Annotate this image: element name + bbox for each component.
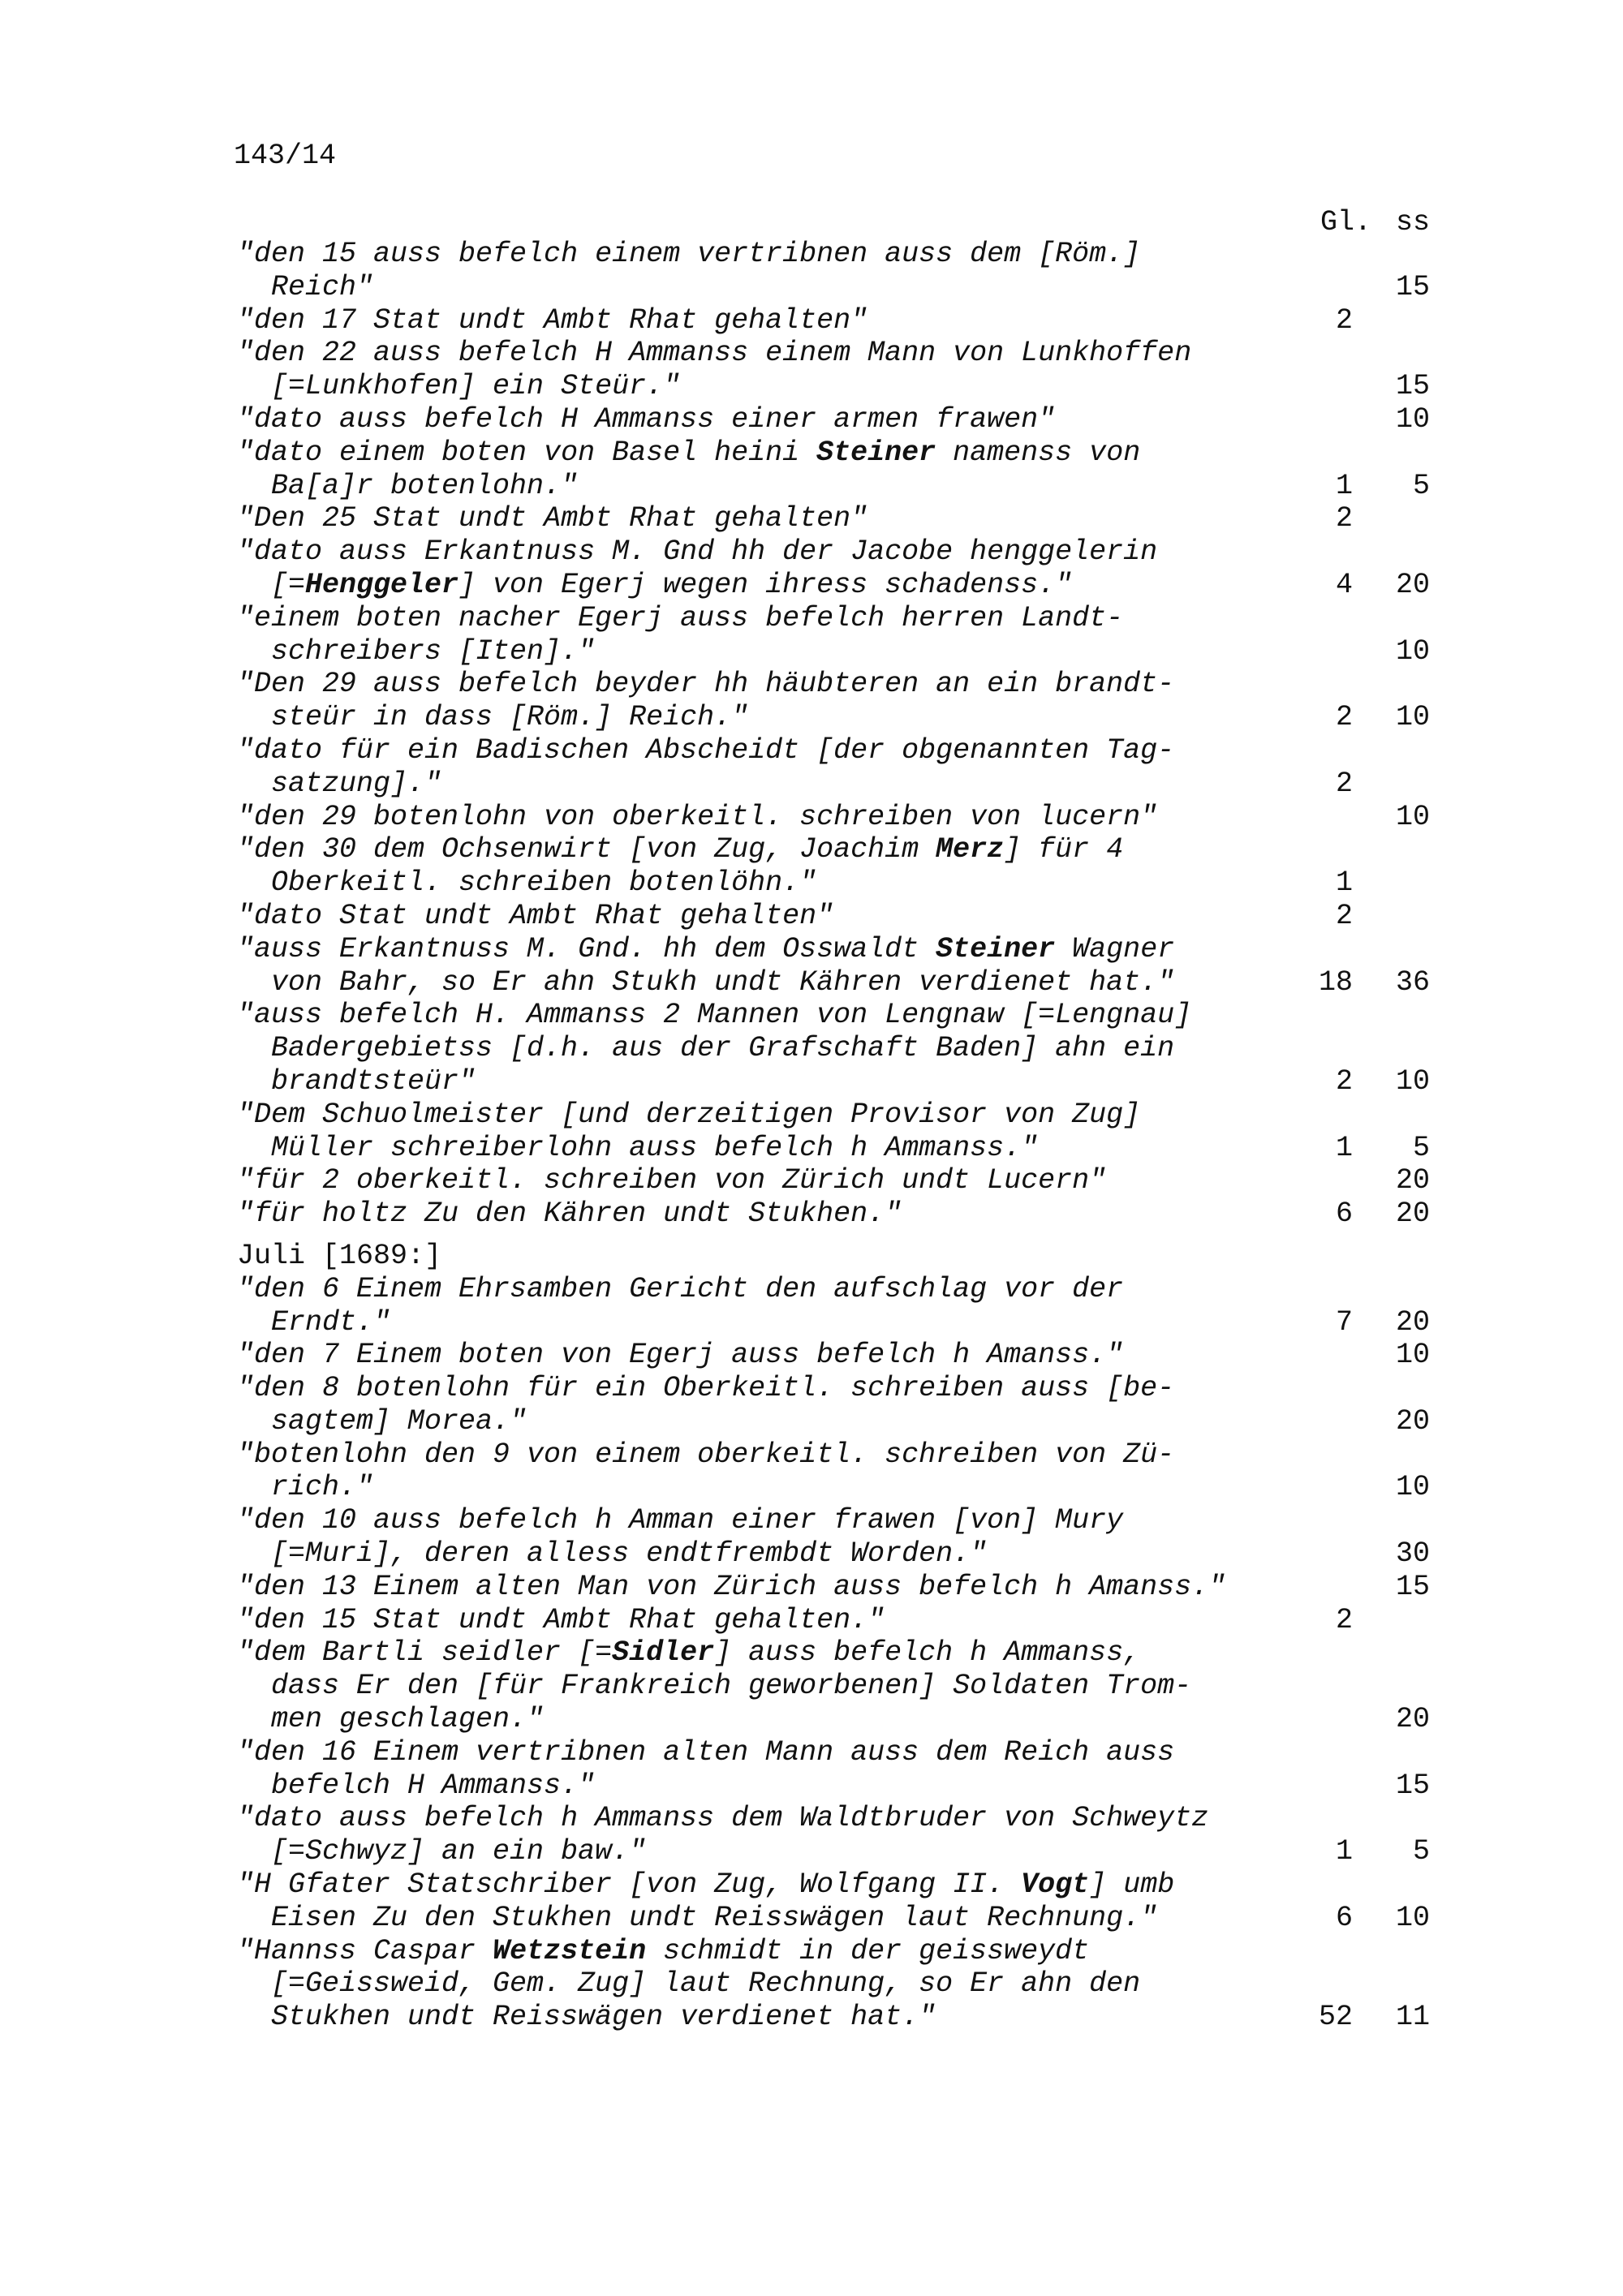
entry-text [237,1471,373,1503]
entry-text-segment: "einem boten nacher Egerj auss befelch herren Landt- [237,601,1124,634]
entry-text [237,470,578,502]
amount-schilling: 5 [1412,1835,1430,1868]
amount-schilling: 10 [1395,800,1430,833]
entry-text-segment: "den 17 Stat undt Ambt Rhat gehalten" [237,303,868,337]
ledger-line [237,1703,1470,1736]
ledger-line [237,1273,1470,1306]
amount-gulden: 2 [1335,303,1353,337]
ledger-line [237,1935,1470,1968]
ledger-line [237,1769,1470,1803]
entry-text [237,1835,646,1868]
ledger-line [237,535,1470,569]
amount-schilling: 20 [1395,1703,1430,1736]
entry-text [237,801,1157,833]
amount-schilling: 5 [1412,469,1430,502]
amount-gulden: 2 [1335,502,1353,535]
ledger-line [237,966,1470,1000]
surname-bold: Sidler [612,1636,715,1670]
amount-schilling: 20 [1395,1164,1430,1197]
ledger-line [237,1802,1470,1835]
entry-text-segment: "für holtz Zu den Kähren undt Stukhen." [237,1197,902,1231]
entry-text [237,1032,1174,1064]
ledger-line [237,1636,1470,1670]
entry-text-segment: "auss Erkantnuss M. Gnd. hh dem Osswaldt [237,932,936,965]
entry-text-segment: "den 6 Einem Ehrsamben Gericht den aufschlag vor der [237,1272,1124,1305]
entry-text-segment: [= [271,568,306,601]
entry-text-segment: Juli [1689:] [237,1239,442,1272]
entry-text [237,767,441,800]
amount-schilling: 10 [1395,402,1430,436]
entry-text-segment: "den 16 Einem vertribnen alten Mann auss dem Reich auss [237,1735,1175,1769]
entry-text-segment: Reich" [271,270,374,303]
amount-schilling: 10 [1395,1339,1430,1372]
ledger-line [237,1306,1470,1339]
entry-text [237,1902,1157,1934]
ledger-line [237,833,1470,866]
surname-bold: Merz [936,833,1005,866]
entry-text-segment: Wagner [1055,932,1175,965]
section-heading [237,1240,1470,1273]
entry-text-segment: ] umb [1089,1868,1175,1902]
entry-text [237,900,833,932]
entry-text-segment: "dem Bartli seidler [= [237,1636,613,1670]
ledger-line [237,2001,1470,2034]
ledger-line [237,1164,1470,1197]
surname-bold: Vogt [1021,1868,1090,1902]
entry-text [237,1571,1225,1603]
entry-text [237,1438,1174,1471]
ledger-line [237,436,1470,470]
ledger-line [237,1197,1470,1231]
amount-gulden: 52 [1318,2001,1353,2034]
entry-text-segment: "auss befelch H. Ammanss 2 Mannen von Lengnaw [=Lengnau] [237,999,1192,1032]
ledger-line [237,403,1470,436]
entry-text [237,535,1157,568]
entry-text [237,1065,476,1098]
surname-bold: Steiner [936,932,1056,965]
amount-gulden: 1 [1335,1131,1353,1164]
entry-text-segment: Müller schreiberlohn auss befelch h Ammanss." [271,1131,1039,1164]
entry-text-segment: "dato für ein Badischen Abscheidt [der obgenannten Tag- [237,733,1175,767]
entry-text [237,1372,1174,1404]
amount-schilling: 15 [1395,1769,1430,1802]
entry-text [237,1273,1123,1305]
entry-text-segment: "den 7 Einem boten von Egerj auss befelch h Amanss." [237,1339,1124,1372]
amount-schilling: 15 [1395,270,1430,303]
entry-text [237,1306,390,1339]
entry-text [237,1132,1038,1164]
entry-text-segment: "den 15 auss befelch einem vertribnen auss dem [Röm.] [237,238,1141,270]
amount-gulden: 1 [1335,1835,1353,1868]
amount-schilling: 10 [1395,1901,1430,1934]
amount-schilling: 20 [1395,1197,1430,1231]
entry-text [237,1504,1123,1537]
entry-text-segment: "dato auss befelch H Ammanss einer armen frawen" [237,402,1056,436]
entry-text [237,999,1191,1031]
amount-schilling: 10 [1395,634,1430,668]
ledger-line [237,569,1470,602]
ledger-line [237,304,1470,338]
amount-gulden: 1 [1335,866,1353,900]
ledger-line [237,900,1470,933]
entry-text-segment: steür in dass [Röm.] Reich." [271,701,749,734]
entry-text-segment: brandtsteür" [271,1064,476,1098]
entry-text-segment: [=Lunkhofen] ein Steür." [271,370,681,403]
ledger-line [237,1537,1470,1571]
entry-text [237,1604,885,1636]
entry-text-segment: dass Er den [für Frankreich geworbenen] Soldaten Trom- [271,1670,1192,1703]
entry-text-segment: "den 15 Stat undt Ambt Rhat gehalten." [237,1603,885,1636]
entry-text [237,1967,1140,2000]
entry-text [237,966,1174,999]
ledger-line [237,1132,1470,1165]
ledger-line [237,602,1470,635]
ledger-line [237,1504,1470,1537]
entry-text [237,1405,527,1438]
entry-text-segment: befelch H Ammanss." [271,1769,596,1802]
entry-text [237,436,1140,469]
ledger-line [237,734,1470,767]
amount-gulden: 2 [1335,767,1353,800]
entry-text-segment: "dato einem boten von Basel heini [237,436,817,469]
entry-text [237,1802,1208,1834]
entry-text [237,370,680,402]
entry-text-segment: Eisen Zu den Stukhen undt Reisswägen laut Rechnung." [271,1901,1158,1934]
entry-text [237,569,1072,601]
ledger-line [237,502,1470,535]
entry-text [237,1636,1140,1669]
ledger-line [237,1902,1470,1935]
ledger-line [237,271,1470,304]
ledger-entries [237,238,1470,2034]
page-number: 143/14 [234,140,337,172]
ledger-line [237,1670,1470,1703]
entry-text-segment: men geschlagen." [271,1703,545,1736]
entry-text [237,1164,1106,1197]
ledger-line [237,701,1470,734]
amount-gulden: 2 [1335,899,1353,932]
amount-schilling: 20 [1395,1305,1430,1339]
amount-gulden: 2 [1335,1064,1353,1098]
entry-text-segment: [=Schwyz] an ein baw." [271,1835,647,1868]
entry-text-segment: "für 2 oberkeitl. schreiben von Zürich undt Lucern" [237,1164,1107,1197]
surname-bold: Henggeler [305,568,459,601]
amount-schilling: 10 [1395,701,1430,734]
surname-bold: Steiner [816,436,936,469]
entry-text-segment: [=Muri], deren alless endtfrembdt Worden." [271,1537,988,1571]
amount-schilling: 10 [1395,1064,1430,1098]
ledger-line [237,999,1470,1032]
entry-text [237,1339,1123,1371]
amount-schilling: 15 [1395,370,1430,403]
entry-text [237,337,1191,369]
column-header-gulden: Gl. [1320,206,1372,239]
amount-gulden: 2 [1335,1603,1353,1636]
entry-text-segment: [=Geissweid, Gem. Zug] laut Rechnung, so Er ahn den [271,1967,1141,2001]
entry-text [237,668,1174,700]
entry-text [237,1670,1191,1702]
entry-text-segment: "Den 25 Stat undt Ambt Rhat gehalten" [237,502,868,535]
ledger-line [237,635,1470,669]
entry-text-segment: ] auss befelch h Ammanss, [714,1636,1141,1670]
entry-text [237,271,373,303]
ledger-line [237,1868,1470,1902]
ledger-line [237,1032,1470,1065]
entry-text [237,1736,1174,1769]
entry-text [237,1703,544,1735]
entry-text [237,304,867,337]
ledger-line [237,1339,1470,1372]
entry-text-segment: namenss von [936,436,1141,469]
ledger-line [237,1471,1470,1504]
ledger-line [237,767,1470,801]
entry-text-segment: "H Gfater Statschriber [von Zug, Wolfgang II. [237,1868,1022,1902]
entry-text-segment: "dato auss befelch h Ammanss dem Waldtbruder von Schweytz [237,1802,1209,1835]
entry-text [237,734,1174,767]
entry-text-segment: sagtem] Morea." [271,1404,527,1438]
entry-text-segment: von Bahr, so Er ahn Stukh undt Kähren verdienet hat." [271,965,1175,999]
entry-text [237,238,1140,270]
ledger-line [237,1099,1470,1132]
ledger-line [237,1967,1470,2001]
ledger-line [237,1571,1470,1604]
amount-gulden: 2 [1335,701,1353,734]
ledger-line [237,1405,1470,1438]
amount-gulden: 6 [1335,1901,1353,1934]
entry-text [237,635,595,668]
entry-text-segment: "den 22 auss befelch H Ammanss einem Mann von Lunkhoffen [237,337,1192,370]
amount-gulden: 18 [1318,965,1353,999]
entry-text-segment: Badergebietss [d.h. aus der Grafschaft Baden] ahn ein [271,1032,1175,1065]
ledger-line [237,337,1470,370]
entry-text-segment: "den 29 botenlohn von oberkeitl. schreiben von lucern" [237,800,1158,833]
entry-text-segment: "den 13 Einem alten Man von Zürich auss befelch h Amanss." [237,1570,1226,1603]
entry-text [237,403,1055,436]
entry-text [237,602,1123,634]
entry-text-segment: schmidt in der geissweydt [646,1934,1090,1967]
amount-schilling: 11 [1395,2001,1430,2034]
entry-text-segment: Oberkeitl. schreiben botenlöhn." [271,866,817,900]
ledger-line [237,933,1470,966]
entry-text-segment: "den 30 dem Ochsenwirt [von Zug, Joachim [237,833,936,866]
entry-text-segment: "den 10 auss befelch h Amman einer frawen [von] Mury [237,1504,1124,1537]
amount-gulden: 7 [1335,1305,1353,1339]
entry-text [237,833,1123,866]
entry-text-segment: Stukhen undt Reisswägen verdienet hat." [271,2001,936,2034]
entry-text-segment: Erndt." [271,1305,391,1339]
entry-text-segment: "dato auss Erkantnuss M. Gnd hh der Jacobe henggelerin [237,535,1158,569]
ledger-line [237,1736,1470,1769]
entry-text-segment: ] für 4 [1004,833,1124,866]
amount-schilling: 30 [1395,1537,1430,1571]
entry-text-segment: "Dem Schuolmeister [und derzeitigen Provisor von Zug] [237,1098,1141,1131]
entry-text [237,2001,936,2033]
ledger-line [237,1372,1470,1405]
entry-text [237,1868,1174,1901]
ledger-line [237,801,1470,834]
entry-text-segment: ] von Egerj wegen ihress schadenss." [458,568,1073,601]
entry-text [237,1197,902,1230]
surname-bold: Wetzstein [493,1934,647,1967]
entry-text-segment: "Den 29 auss befelch beyder hh häubteren an ein brandt- [237,668,1175,701]
ledger-line [237,238,1470,271]
ledger-line [237,1438,1470,1472]
entry-text-segment: "botenlohn den 9 von einem oberkeitl. schreiben von Zü- [237,1438,1175,1471]
entry-text [237,1935,1089,1967]
amount-schilling: 36 [1395,965,1430,999]
ledger-line [237,866,1470,900]
entry-text [237,701,748,733]
entry-text [237,502,867,535]
amount-schilling: 5 [1412,1131,1430,1164]
amount-gulden: 1 [1335,469,1353,502]
entry-text [237,1769,595,1802]
entry-text-segment: Ba[a]r botenlohn." [271,469,579,502]
ledger-line [237,1835,1470,1868]
ledger-line [237,1604,1470,1637]
amount-schilling: 20 [1395,1404,1430,1438]
entry-text [237,866,816,899]
ledger-line [237,470,1470,503]
entry-text [237,1240,441,1272]
amount-gulden: 6 [1335,1197,1353,1231]
entry-text-segment: schreibers [Iten]." [271,634,596,668]
entry-text-segment: satzung]." [271,767,442,800]
entry-text [237,1537,987,1570]
column-header-schilling: ss [1396,206,1431,239]
entry-text [237,933,1174,965]
entry-text-segment: "dato Stat undt Ambt Rhat gehalten" [237,899,834,932]
amount-schilling: 15 [1395,1570,1430,1603]
ledger-line [237,1065,1470,1099]
amount-schilling: 20 [1395,568,1430,601]
entry-text-segment: "Hannss Caspar [237,1934,493,1967]
ledger-line [237,370,1470,403]
amount-gulden: 4 [1335,568,1353,601]
entry-text-segment: rich." [271,1471,374,1504]
amount-schilling: 10 [1395,1471,1430,1504]
ledger-line [237,668,1470,701]
entry-text [237,1099,1140,1131]
entry-text-segment: "den 8 botenlohn für ein Oberkeitl. schreiben auss [be- [237,1372,1175,1405]
